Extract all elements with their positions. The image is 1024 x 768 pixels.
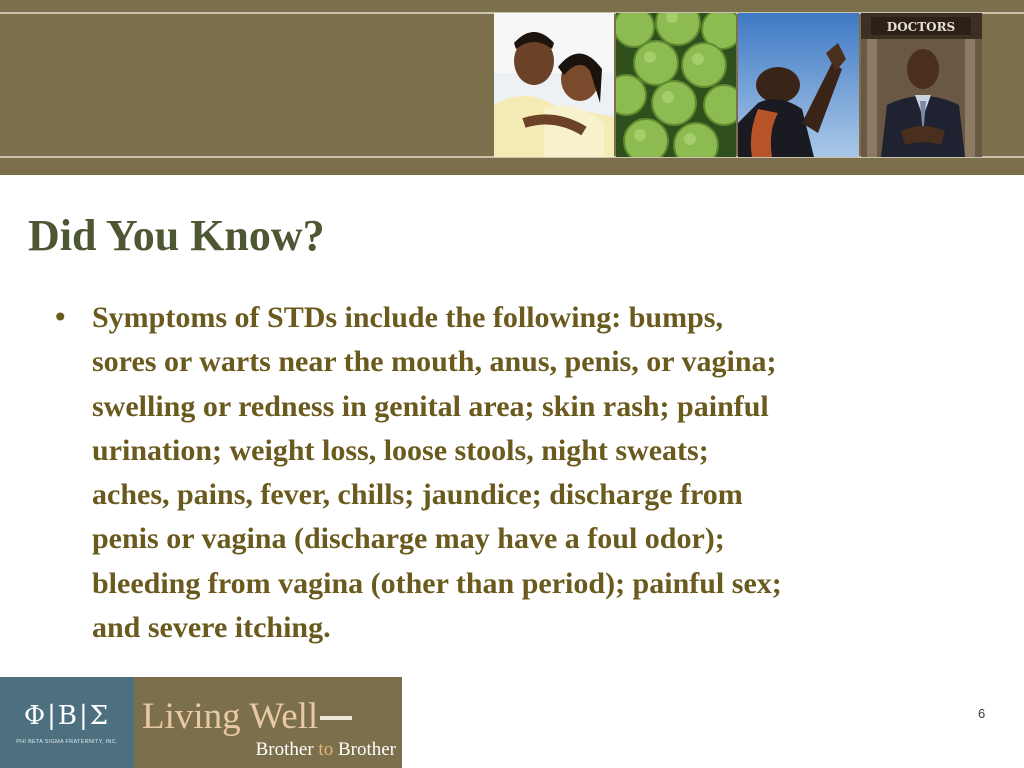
brand-sub-before: Brother xyxy=(255,739,319,760)
bullet-list xyxy=(52,296,952,650)
fraternity-caption: PHI BETA SIGMA FRATERNITY, INC. xyxy=(16,739,118,745)
green-fruit-photo xyxy=(616,13,736,157)
doctors-sign-text: DOCTORS xyxy=(886,20,956,34)
man-in-suit-photo xyxy=(861,13,982,157)
bullet-marker: • xyxy=(52,301,69,334)
top-banner xyxy=(0,0,1024,175)
brand-title-row xyxy=(142,697,352,737)
list-item xyxy=(52,296,952,650)
brand-title: Living Well xyxy=(142,696,319,737)
greek-letters-logo: Φ|Β|Σ xyxy=(23,701,111,731)
man-looking-up-photo xyxy=(738,13,859,157)
page-number: 6 xyxy=(978,706,986,721)
slide-title: Did You Know? xyxy=(28,211,325,260)
brand-subtitle xyxy=(256,739,396,761)
brand-dash xyxy=(320,716,352,720)
brand-sub-accent: to xyxy=(318,739,334,760)
living-well-logo xyxy=(134,677,402,768)
bullet-text: Symptoms of STDs include the following: bumps, sores or warts near the mouth, anus, penis, or vagina; swelling or redness in genital area; skin rash; painful urination; weight loss, loose stools, night sweats; aches, pains, fever, chills; jaundice; discharge from penis or vagina (discharge may have a foul odor); bleeding from vagina (other than period); painful sex; and severe itching. xyxy=(92,301,782,645)
fraternity-logo xyxy=(0,677,134,768)
couple-photo xyxy=(494,13,614,157)
brand-sub-after: Brother xyxy=(333,739,396,760)
